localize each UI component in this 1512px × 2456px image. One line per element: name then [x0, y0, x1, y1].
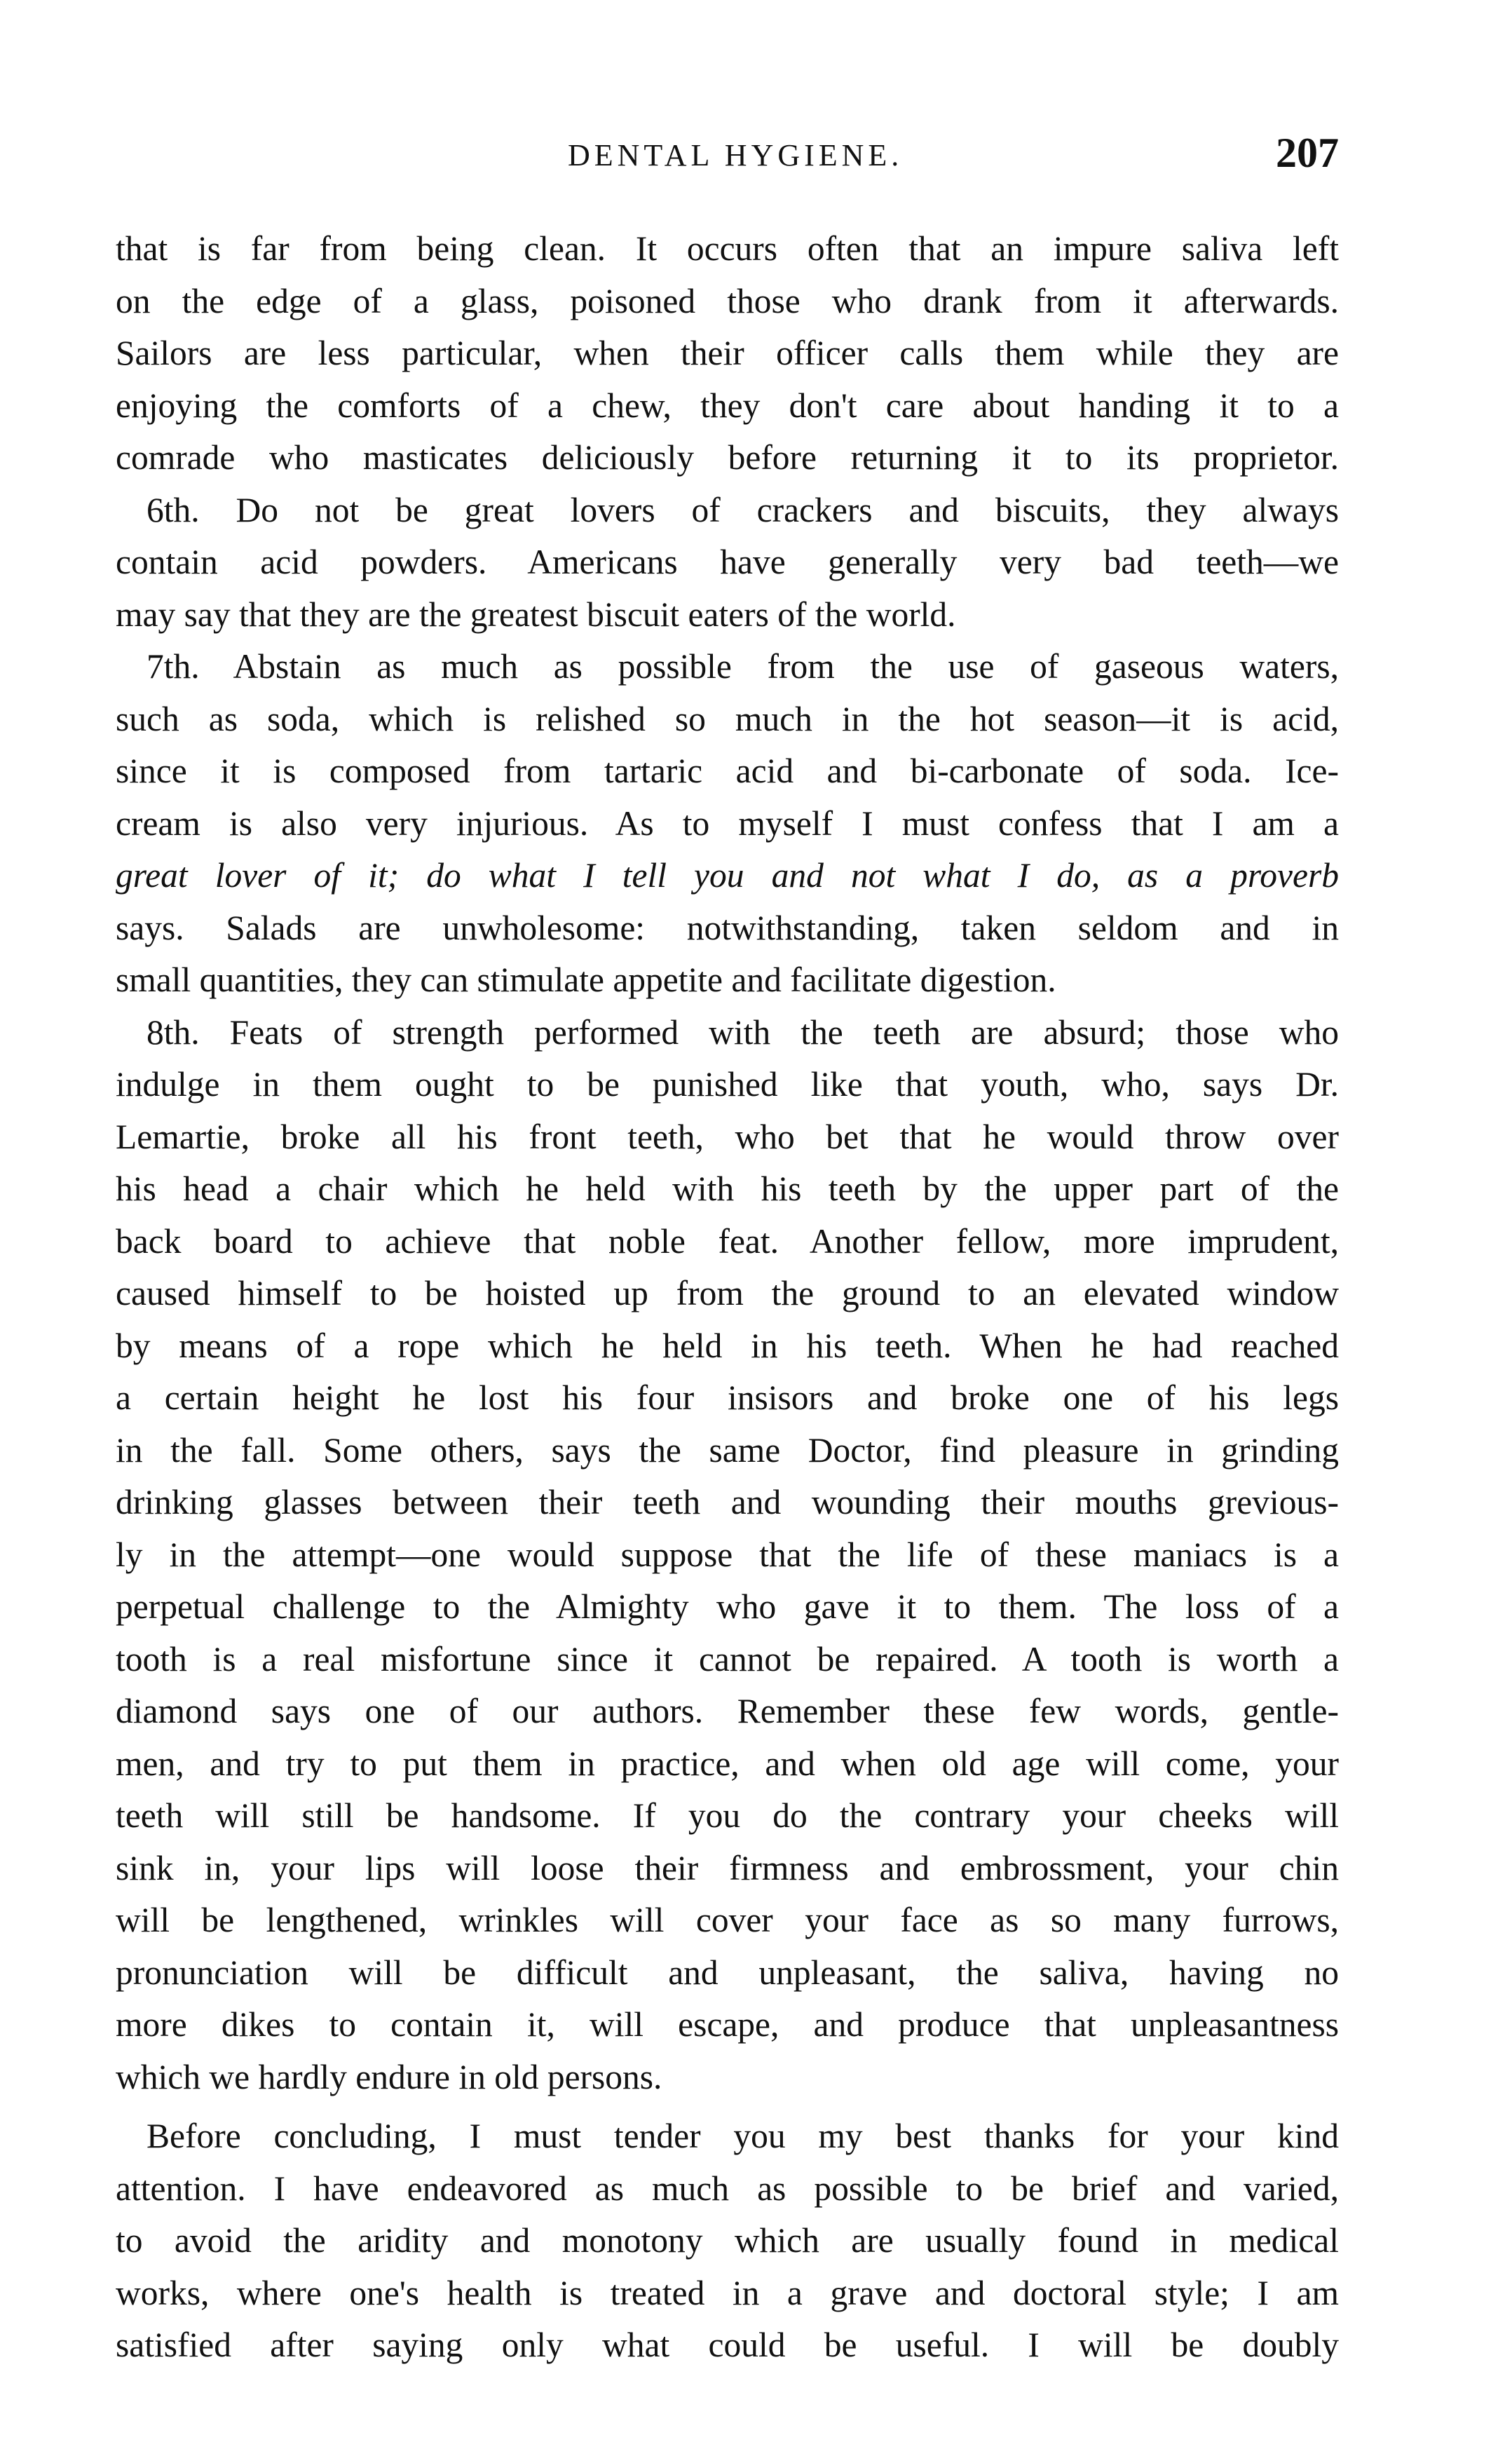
text-line: pronunciation will be difficult and unpleasant, the saliva, having no: [116, 1953, 1339, 1992]
text-line: contain acid powders. Americans have generally very bad teeth—we: [116, 543, 1339, 581]
text-line: caused himself to be hoisted up from the ground to an elevated window: [116, 1274, 1339, 1312]
text-line: comrade who masticates deliciously before returning it to its proprietor.: [116, 438, 1339, 477]
text-line: perpetual challenge to the Almighty who gave it to them. The loss of a: [116, 1587, 1339, 1626]
text-line: his head a chair which he held with his teeth by the upper part of the: [116, 1169, 1339, 1208]
text-line: 6th. Do not be great lovers of crackers and biscuits, they always: [147, 490, 1339, 529]
text-line: in the fall. Some others, says the same Doctor, find pleasure in grinding: [116, 1430, 1339, 1470]
text-line: such as soda, which is relished so much in the hot season—it is acid,: [116, 699, 1339, 738]
running-title: DENTAL HYGIENE.: [568, 138, 904, 172]
text-line: cream is also very injurious. As to myself I must confess that I am a: [116, 803, 1339, 843]
text-line: back board to achieve that noble feat. Another fellow, more imprudent,: [116, 1221, 1339, 1261]
text-line: since it is composed from tartaric acid and bi-carbonate of soda. Ice-: [116, 752, 1339, 790]
text-line: a certain height he lost his four insisors and broke one of his legs: [116, 1378, 1339, 1417]
text-line: drinking glasses between their teeth and wounding their mouths grevious-: [116, 1483, 1339, 1521]
text-line: satisfied after saying only what could be useful. I will be doubly: [116, 2326, 1339, 2364]
text-line: diamond says one of our authors. Remember these few words, gentle-: [116, 1692, 1339, 1730]
page-number: 207: [1276, 130, 1339, 176]
text-line: sink in, your lips will loose their firmness and embrossment, your chin: [116, 1848, 1339, 1887]
text-line: 8th. Feats of strength performed with the teeth are absurd; those who: [147, 1012, 1339, 1052]
text-line: attention. I have endeavored as much as possible to be brief and varied,: [116, 2169, 1339, 2208]
text-line: Sailors are less particular, when their officer calls them while they are: [116, 334, 1339, 372]
text-line: tooth is a real misfortune since it cannot be repaired. A tooth is worth a: [116, 1639, 1339, 1678]
text-line: small quantities, they can stimulate appetite and facilitate digestion.: [116, 961, 1056, 999]
text-line: that is far from being clean. It occurs often that an impure saliva left: [116, 229, 1339, 268]
text-line: indulge in them ought to be punished like that youth, who, says Dr.: [116, 1065, 1339, 1104]
text-line: by means of a rope which he held in his teeth. When he had reached: [116, 1326, 1339, 1365]
text-line: which we hardly endure in old persons.: [116, 2057, 662, 2096]
text-line: will be lengthened, wrinkles will cover your face as so many furrows,: [116, 1901, 1339, 1939]
text-line: teeth will still be handsome. If you do the contrary your cheeks will: [116, 1796, 1339, 1835]
text-line: works, where one's health is treated in a grave and doctoral style; I am: [116, 2273, 1339, 2312]
text-line: Lemartie, broke all his front teeth, who bet that he would throw over: [116, 1117, 1339, 1156]
text-line: may say that they are the greatest biscuit eaters of the world.: [116, 595, 956, 634]
text-line: says. Salads are unwholesome: notwithstanding, taken seldom and in: [116, 908, 1339, 947]
text-line: great lover of it; do what I tell you and not what I do, as a proverb: [116, 856, 1339, 895]
text-line: men, and try to put them in practice, and when old age will come, your: [116, 1744, 1339, 1783]
text-line: Before concluding, I must tender you my best thanks for your kind: [147, 2117, 1339, 2155]
body-text: [116, 223, 1339, 2372]
text-line: ly in the attempt—one would suppose that the life of these maniacs is a: [116, 1535, 1339, 1574]
text-line: enjoying the comforts of a chew, they don't care about handing it to a: [116, 386, 1339, 425]
text-line: more dikes to contain it, will escape, and produce that unpleasantness: [116, 2005, 1339, 2044]
text-line: 7th. Abstain as much as possible from the use of gaseous waters,: [147, 647, 1339, 686]
text-line: to avoid the aridity and monotony which are usually found in medical: [116, 2221, 1339, 2260]
page-header: [98, 130, 1339, 186]
text-line: on the edge of a glass, poisoned those who drank from it afterwards.: [116, 281, 1339, 320]
